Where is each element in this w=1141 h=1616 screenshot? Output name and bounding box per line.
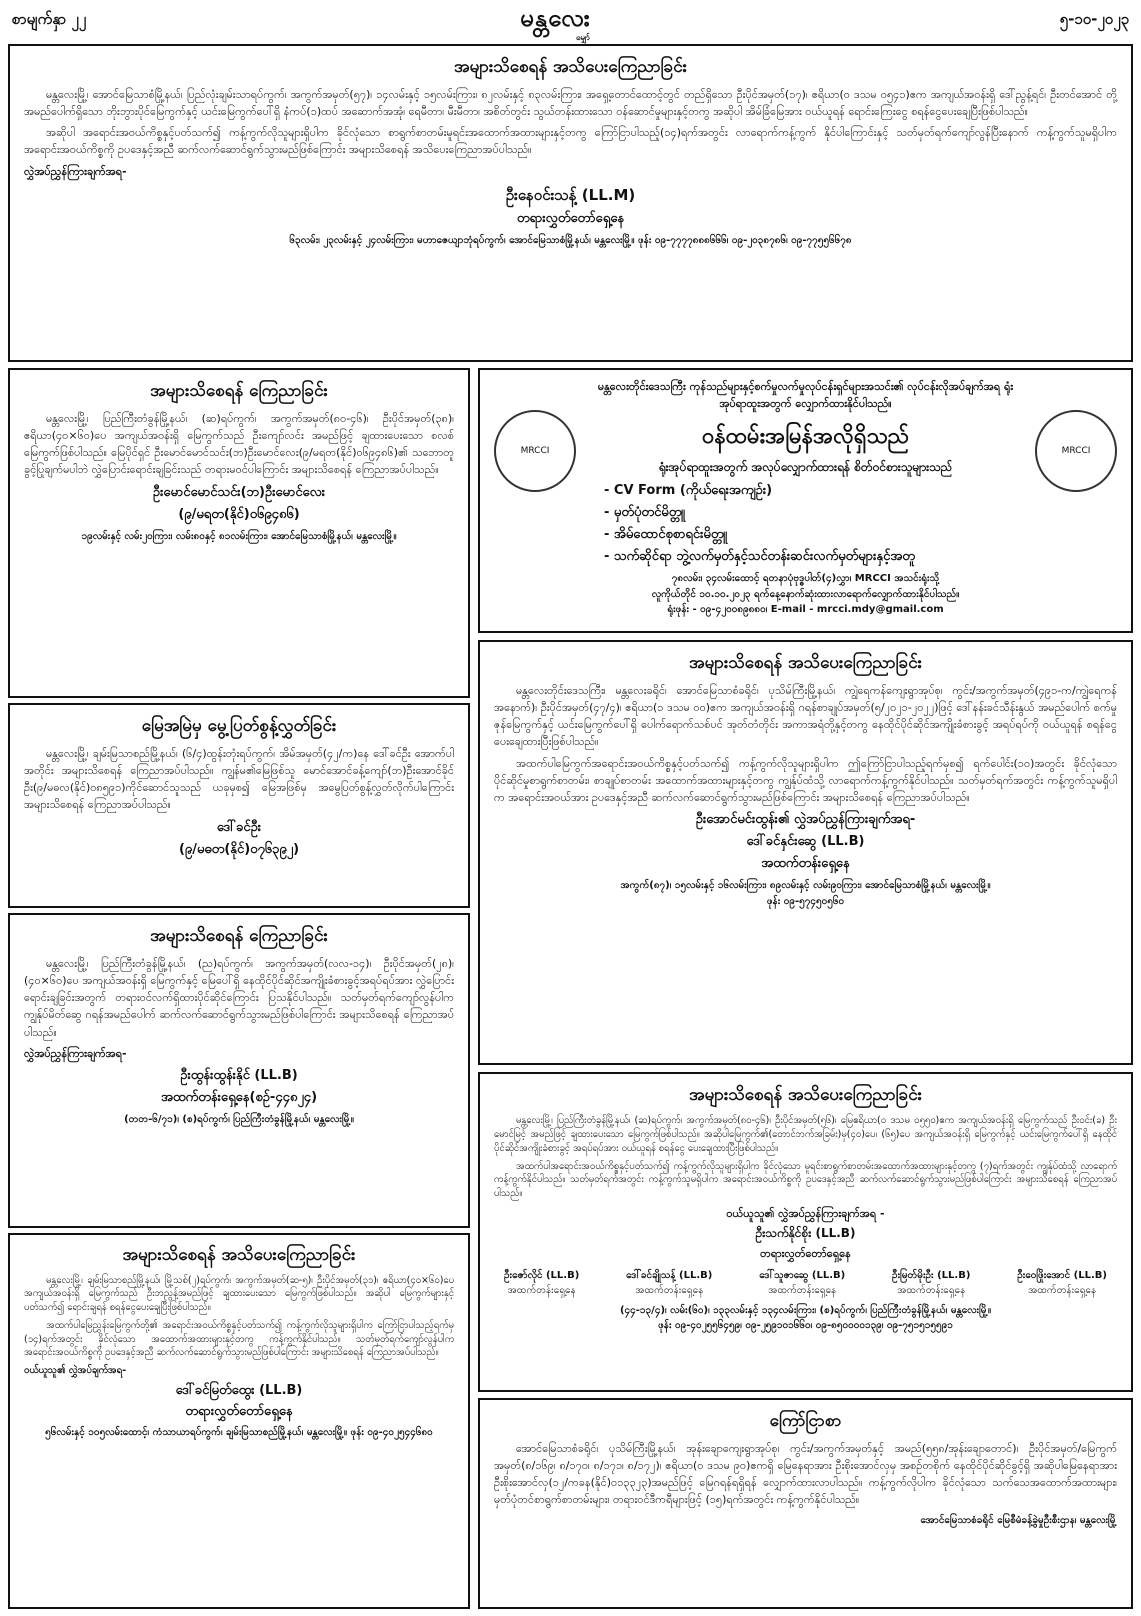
notice-body: မန္တလေးမြို့၊ အောင်မြေသာစံမြို့နယ်၊ ပြည်လုံးချမ်းသာရပ်ကွက်၊ အကွက်အမှတ်(၅၇)၊ ၁၄လမ်းနှင့် ၁၅လမ်းကြား၊ ၈၂လမ်းနှင့် ၈၃လမ်းကြား၊ အရှေ့တောင်ထောင့်တွင် တည်ရှိသော ဦးပိုင်အမှတ်(၁၇)၊ ဧရိယာ(၀ ဒသမ ၀၅၄၁)ဧက အကျယ်အဝန်းရှိ ဒေါ်ညွန့်ရင်၊ ဦးတင်အောင် တို့အမည်ပေါက်ရှိသော ဘိုးဘွားပိုင်မြေကွက်နှင့် ယင်းမြေကွက်ပေါ်ရှိ နံကပ်(၁)ထပ် အဆောက်အအုံ၊ ရေမီတာ၊ မီးမီတာ၊ အစိတ်တွင်း သွယ်တန်းထားသော ဝန်ဆောင်မှုများနှင့်တကွ အဆိုပါ အိမ်ခြံမြေအား ဝယ်ယူရန် ရောင်းကြေးငွေ စရန်ငွေပေးချေပြီးဖြစ်ပါသည်။ (24, 88, 1117, 119)
notice-public-7 (478, 1072, 1133, 1392)
lawyer-role: အထက်တန်းရှေ့နေ(စဉ်-၄၄၈၂၄) (160, 1089, 318, 1105)
notice-body: မန္တလေးမြို့၊ ပြည်ကြီးတံခွန်မြို့နယ်၊ (ဆ)ရပ်ကွက်၊ အကွက်အမှတ်(၈၀-၄၆)၊ ဦးပိုင်အမှတ်(၃၈)၊ ဧရိယာ(၄၀×၆၀)ပေ အကျယ်အဝန်းရှိ မြေကွက်သည် ဦးကျော်လင်း အမည်ဖြင့် ချထားပေးသော စလစ်မြေကွက်ဖြစ်ပါသည်။ မြေပိုင်ရှင် ဦးမောင်မောင်သင်း(ဘ)ဦးမောင်လေး(၉/မရတ(နိုင်)၀၆၉၄၈၆)၏ သဘောတူခွင့်ပြုချက်မပါဘဲ လွှဲပြောင်းရောင်းချခြင်းသည် တရားမဝင်ပါကြောင်း အများသိစေရန် ကြေညာအပ်ပါသည်။ (24, 412, 454, 477)
notice-body: မန္တလေးမြို့၊ ချမ်းမြသာစည်မြို့နယ်၊ (၆/၄)ထွန်းတုံးရပ်ကွက်၊ အိမ်အမှတ်(၄၂/က)နေ ဒေါ်ခင်ဦး အောက်ပါအတိုင်း အများသိစေရန် ကြေညာအပ်ပါသည်။ ကျွန်မ၏မြေဖြစ်သူ မောင်အောင်ခန့်ကျော်(ဘ)ဦးအောင်ခိုင်ဦး(၉/မဓလ(နိုင်)၀၈၅၉၁)ကိုင်ဆောင်သူသည် ယခုမှစ၍ မြေအဖြစ်မှ အမွေပြတ်စွန့်လွှတ်လိုက်ပါကြောင်း အများသိစေရန် ကြေညာအပ်ပါသည်။ (24, 747, 454, 812)
person-nrc: (၉/မဓတ(နိုင်)၀၇၆၃၉၂) (178, 841, 300, 857)
issuer: အောင်မြေသာစံခရိုင် မြေစီမံခန့်ခွဲမှုဦးစီးဌာန၊ မန္တလေးမြို့ (920, 1514, 1117, 1526)
vacancy-subtitle: ရုံးအုပ်ရာထူးအတွက် အလုပ်လျှောက်ထားရန် စိတ်ဝင်စားသူများသည် (658, 460, 953, 475)
lawyer-phone: ဖုန်း ၀၉-၅၇၄၅၀၅၆၀ (766, 895, 845, 907)
associate-lawyer: ဦးဝေဖြိုးအောင် (LL.B) အထက်တန်းရှေ့နေ (1017, 1269, 1107, 1297)
notice-title: အများသိစေရန် အသိပေးကြေညာခြင်း (689, 653, 922, 673)
person-name: ဦးမောင်မောင်သင်း(ဘ)ဦးမောင်လေး (152, 484, 326, 500)
notice-body: အထက်ပါအရောင်းအဝယ်ကိစ္စနှင့်ပတ်သက်၍ ကန့်ကွက်လိုသူများရှိပါက ခိုင်လုံသော မူရင်းစာရွက်စာတမ်းအထောက်အထားများနှင့်တကွ (၇)ရက်အတွင်း ကျွန်ုပ်ထံသို့ လာရောက်ကန့်ကွက်နိုင်ပါသည်။ သတ်မှတ်ရက်အတွင်း ကန့်ကွက်သူမရှိပါက အရောင်းအဝယ်ကိစ္စကို ဥပဒေနှင့်အညီ ဆက်လက်ဆောင်ရွက်သွားမည်ဖြစ်ပါကြောင်း အများသိစေရန် ကြေညာအပ်ပါသည်။ (494, 1160, 1117, 1200)
notice-public-2 (8, 368, 470, 698)
instruction-label: ဦးအောင်မင်းထွန်း၏ လွှဲအပ်ညွှန်ကြားချက်အရ- (695, 811, 916, 827)
vacancy-title: ဝန်ထမ်းအမြန်အလိုရှိသည် (701, 424, 909, 450)
instruction-label: ဝယ်ယူသူ၏ လွှဲအပ်ညွှန်ကြားချက်အရ - (726, 1206, 885, 1220)
notice-body: အထက်ပါမြေညွှန်းမြေကွက်တို့၏ အရောင်းအဝယ်ကိစ္စနှင့်ပတ်သက်၍ ကန့်ကွက်လိုသူများရှိပါက ကြော်ငြာပါသည့်ရက်မှ (၁၄)ရက်အတွင်း ခိုင်လုံသော အထောက်အထားများနှင့်တကွ ကန့်ကွက်နိုင်ပါသည်။ သတ်မှတ်ရက်ကျော်လွန်ပါက အရောင်းအဝယ်ကိစ္စကို ဥပဒေနှင့်အညီ ဆက်လက်ဆောင်ရွက်သွားမည်ဖြစ်ပါကြောင်း အများသိစေရန် ကြေညာအပ်ပါသည်။ (24, 1319, 454, 1359)
contact-info: ရုံးဖုန်း - ၀၉-၄၂၀၀၈၉၈၈၀၊ E-mail - mrcci.mdy@gmail.com (667, 604, 944, 616)
notice-public-6 (478, 640, 1133, 1065)
lawyer-phone: ဖုန်း ၀၉-၄၀၂၅၅၆၄၅၉၊ ၀၉-၂၅၉၁၀၁၆၆၀၊ ၀၉-၈၅၀၀၀၀၁၃၉၊ ၀၉-၇၅၁၅၁၅၅၉၁ (658, 1320, 953, 1332)
associate-lawyers (504, 1268, 1107, 1299)
lawyer-name: ဦးသက်နိုင်စိုး (LL.B) (755, 1225, 856, 1240)
logo-subtext: မျှော် (575, 32, 591, 42)
lawyer-address: ၆၃လမ်း၊ ၂၃လမ်းနှင့် ၂၄လမ်းကြား၊ မဟာဇေယျာဘုံရပ်ကွက်၊ အောင်မြေသာစံမြို့နယ်၊ မန္တလေးမြို့။ ဖုန်း ၀၉-၇၇၇၇၈၈၈၆၆၆၊ ၀၉-၂၀၃၈၇၈၆၊ ၀၉-၇၇၅၅၆၆၇၈ (289, 234, 852, 246)
notice-title: အများသိစေရန် အသိပေးကြေညာခြင်း (122, 1245, 356, 1265)
apply-address: ၇၈လမ်း၊ ၃၄လမ်းထောင့် ရတနာပုံဗုဒ္ဓပါတ်(၄)လွှာ၊ MRCCI အသင်းရုံးသို့ (671, 573, 940, 585)
person-name: ဒေါ်ခင်ဦး (216, 819, 262, 835)
lawyer-role: တရားလွှတ်တော်ရှေ့နေ (516, 210, 625, 226)
required-documents (604, 481, 1117, 568)
lawyer-address: (တတ-၆/၇၁)၊ (စ)ရပ်ကွက်၊ ပြည်ကြီးတံခွန်မြို့နယ်၊ မန္တလေးမြို့။ (124, 1113, 354, 1125)
notice-body: အဆိုပါ အရောင်းအဝယ်ကိစ္စနှင့်ပတ်သက်၍ ကန့်ကွက်လိုသူများရှိပါက ခိုင်လုံသော စာရွက်စာတမ်းမူရင်းအထောက်အထားများနှင့်တကွ ကြော်ငြာပါသည့်(၁၄)ရက်အတွင်း လာရောက်ကန့်ကွက် နိုင်ပါကြောင်းနှင့် သတ်မှတ်ရက်ကျော်လွန်ပြီးနောက် ကန့်ကွက်သူမရှိပါက အရောင်းအဝယ်ကိစ္စကို ဥပဒေနှင့်အညီ ဆက်လက်ဆောင်ရွက်သွားမည်ဖြစ်ကြောင်း အများသိစေရန် အသိပေးကြေညာအပ်ပါသည်။ (24, 126, 1117, 157)
notice-body: မန္တလေးမြို့၊ ပြည်ကြီးတံခွန်မြို့နယ်၊ (ည)ရပ်ကွက်၊ အကွက်အမှတ်(လလ-၁၄)၊ ဦးပိုင်အမှတ်(၂၈)၊ (၄၀×၆၀)ပေ အကျယ်အဝန်းရှိ မြေကွက်နှင့် မြေပေါ်ရှိ နေထိုင်ပိုင်ဆိုင်အကျိုးခံစားခွင့်အရပ်ရပ်အား လွှဲပြောင်းရောင်းချခြင်းအတွက် တရားဝင်လက်ရှိထားပိုင်ဆိုင်ကြောင်း ပြသနိုင်ပါသည်။ သတ်မှတ်ရက်ကျော်လွန်ပါက ကျွန်ုပ်မိတ်ဆွေ ဂရန်အမည်ပေါက် ဆက်လက်ဆောင်ရွက်သွားမည်ဖြစ်ပါကြောင်း အများသိစေရန် ကြေညာအပ်ပါသည်။ (24, 957, 454, 1039)
notice-title: အများသိစေရန် အသိပေးကြေညာခြင်း (454, 57, 687, 77)
lawyer-role: တရားလွှတ်တော်ရှေ့နေ (185, 1403, 293, 1419)
associate-lawyer: ဦးမြတ်မိုးဦး (LL.B) အထက်တန်းရှေ့နေ (892, 1269, 971, 1297)
document-item: - သက်ဆိုင်ရာ ဘွဲ့လက်မှတ်နှင့်သင်တန်းဆင်းလက်မှတ်များနှင့်အတူ (604, 547, 1117, 567)
instruction-label: လွှဲအပ်ညွှန်ကြားချက်အရ- (24, 164, 127, 178)
notice-body: အောင်မြေသာစံခရိုင်၊ ပုသိမ်ကြီးမြို့နယ်၊ အုန်းချောကျေးရွာအုပ်စု၊ ကွင်း/အကွက်အမှတ်နှင့် အမည်(၅၅၈/အုန်းချောတောင်)၊ ဦးပိုင်အမှတ်/မြေကွက်အမှတ်(၈/၁၆၉၊ ၈/၁၇၀၊ ၈/၁၇၁၊ ၈/၁၇၂)၊ ဧရိယာ(၀ ဒသမ ၉၀)ဧကရှိ မြေနေရာအား ဦးစိုးအောင်လှမှ အစဉ်တစိုက် နေထိုင်ပိုင်ဆိုင်ခွင့်ရှိ အဆိုပါမြေနေရာအား ဦးစိုးအောင်လှ(၁၂/ကခန(နိုင်)၀၁၃၃၂၃)အမည်ဖြင့် မြေဂရန်ရရှိရန် လျှောက်ထားလာပါသည်။ ကန့်ကွက်လိုပါက ခိုင်လုံသော သက်သေအထောက်အထားများ၊ မှတ်ပုံတင်စာရွက်စာတမ်းများ၊ တရားဝင်ဒီကရီများဖြင့် (၁၅)ရက်အတွင်း ကန့်ကွက်နိုင်ပါသည်။ (494, 1442, 1117, 1507)
notice-body: မန္တလေးမြို့၊ ပြည်ကြီးတံခွန်မြို့နယ်၊ (ဆ)ရပ်ကွက်၊ အကွက်အမှတ်(၈၀-၄၆)၊ ဦးပိုင်အမှတ်(၅၆)၊ မြေဧရိယာ(၀ ဒသမ ၀၅၅၀)ဧက အကျယ်အဝန်းရှိ မြေကွက်သည် ဦးဝင်း(ခ) ဦးမောင်မြင့် အမည်ဖြင့် ချထားပေးသော မြေကွက်ဖြစ်ပါသည်။ အဆိုပါမြေကွက်၏(တောင်ဘက်အခြမ်း)မှ(၄၀)ပေ၊ (၆၅)ပေ အကျယ်အဝန်းရှိ မြေကွက်နှင့် ယင်းမြေကွက်ပေါ်ရှိ နေထိုင်ပိုင်ဆိုင်အကျိုးခံစားခွင့် အရပ်ရပ်အား ဝယ်ယူရန် စရန်ငွေ ပေးချေထားပြီးဖြစ်ပါသည်။ (494, 1115, 1117, 1154)
associate-lawyer: ဒေါ်ခင်ချိုသန့် (LL.B) အထက်တန်းရှေ့နေ (626, 1269, 713, 1297)
apply-deadline: လူကိုယ်တိုင် ၁၀.၁၀.၂၀၂၃ ရက်နေ့နောက်ဆုံးထားလာရောက်လျှောက်ထားနိုင်ပါသည်။ (651, 588, 960, 600)
org-header: မန္တလေးတိုင်းဒေသကြီး ကုန်သည်များနှင့်စက်မှုလက်မှုလုပ်ငန်းရှင်များအသင်း၏ လုပ်ငန်းလိုအပ်ချက်အရ ရုံးအုပ်ရာထူးအတွက် လျှောက်ထားနိုင်ပါသည်။ (597, 380, 1014, 411)
job-vacancy-ad (478, 368, 1133, 633)
document-item: - CV Form (ကိုယ်ရေးအကျဉ်း) (604, 481, 1117, 501)
lawyer-name: ဦးနေဝင်းသန့် (LL.M) (505, 185, 636, 204)
lawyer-address: (၄၄-၁၃/၄)၊ လမ်း(၆၀)၊ ၁၃၃လမ်းနှင့် ၁၃၄လမ်းကြား၊ (စ)ရပ်ကွက်၊ ပြည်ကြီးတံခွန်မြို့နယ်၊ မန္တလေးမြို့။ (619, 1304, 992, 1316)
page-header (0, 0, 1141, 42)
page-number: စာမျက်နှာ ၂၂ (12, 10, 87, 28)
document-item: - မှတ်ပုံတင်မိတ္တူ (604, 503, 1117, 523)
lawyer-name: ဒေါ်ခင်နှင်းဆွေ (LL.B) (746, 833, 865, 849)
notice-advertisement (478, 1398, 1133, 1609)
newspaper-logo (520, 2, 591, 44)
lawyer-name: ဒေါ်ခင်မြတ်ထွေး (LL.B) (175, 1383, 303, 1398)
notice-title: ကြော်ငြာစာ (769, 1411, 842, 1431)
person-address: ၁၉လမ်းနှင့် လမ်း၂၀ကြား၊ လမ်း၈၀နှင့် ၈၁လမ်းကြား၊ အောင်မြေသာစံမြို့နယ်၊ မန္တလေးမြို့။ (81, 530, 397, 542)
instruction-label: လွှဲအပ်ညွှန်ကြားချက်အရ- (24, 1046, 127, 1060)
document-item: - အိမ်ထောင်စုစာရင်းမိတ္တူ (604, 525, 1117, 545)
lawyer-address: အကွက်(၈၇)၊ ၁၅လမ်းနှင့် ၁၆လမ်းကြား၊ ၈၉လမ်းနှင့် လမ်း၉၀ကြား၊ အောင်မြေသာစံမြို့နယ်၊ မန္တလေးမြို့။ (620, 880, 991, 892)
instruction-label: ဝယ်ယူသူ၏ လွှဲအပ်ချက်အရ- (24, 1365, 127, 1377)
notice-public-4 (8, 913, 470, 1228)
notice-body: မန္တလေးမြို့၊ ချမ်းမြသာစည်မြို့နယ်၊ မြို့သစ်(၂)ရပ်ကွက်၊ အကွက်အမှတ်(ဆ-၅)၊ ဦးပိုင်အမှတ်(၃၁)၊ ဧရိယာ(၄၀×၆၀)ပေ အကျယ်အဝန်းရှိ မြေကွက်သည် ဦးဘညွန့်အမည်ဖြင့် ချထားပေးသော မြေကွက်ဖြစ်ပါသည်။ အဆိုပါ မြေကွက်များနှင့်ပတ်သက်၍ ရောင်းချရန် စရန်ငွေပေးချေပြီးဖြစ်ပါသည်။ (24, 1274, 454, 1314)
org-emblem-right: MRCCI (1035, 410, 1117, 492)
notice-public-5 (8, 1233, 470, 1609)
notice-title: အများသိစေရန် အသိပေးကြေညာခြင်း (689, 1085, 922, 1105)
notice-title: မြေအမြဲမှ မွေ့ပြတ်စွန့်လွှတ်ခြင်း (141, 716, 337, 736)
notice-title: အများသိစေရန် ကြေညာခြင်း (150, 926, 328, 946)
logo-text: မန္တလေး (520, 3, 591, 32)
notice-public-1 (8, 44, 1133, 362)
lawyer-role: တရားလွှတ်တော်ရှေ့နေ (760, 1246, 851, 1260)
issue-date: ၅-၁၀-၂၀၂၃ (1059, 10, 1129, 28)
notice-title: အများသိစေရန် ကြေညာခြင်း (150, 381, 328, 401)
lawyer-role: အထက်တန်းရှေ့နေ (761, 855, 850, 871)
notice-body: အထက်ပါမြေကွက်အရောင်းအဝယ်ကိစ္စနှင့်ပတ်သက်၍ ကန့်ကွက်လိုသူများရှိပါက ဤကြော်ငြာပါသည့်ရက်မှစ၍ ရက်ပေါင်း(၁၀)အတွင်း ခိုင်လုံသော ပိုင်ဆိုင်မှုစာရွက်စာတမ်း၊ စာချုပ်စာတမ်း အထောက်အထားများနှင့်တကွ ကျွန်ုပ်ထံသို့ လာရောက်ကန့်ကွက်နိုင်ပါသည်။ သတ်မှတ်ရက်အတွင်း ကန့်ကွက်သူမရှိပါက အရောင်းအဝယ်အား ဥပဒေနှင့်အညီ ဆက်လက်ဆောင်ရွက်သွားမည်ဖြစ်ကြောင်း အများသိစေရန် ကြေညာအပ်ပါသည်။ (494, 756, 1117, 804)
lawyer-address: ၅၆လမ်းနှင့် ၁၀၅လမ်းထောင့်၊ ကံသာယာရပ်ကွက်၊ ချမ်းမြသာစည်မြို့နယ်၊ မန္တလေးမြို့။ ဖုန်း ၀၉-၄၀၂၅၄၄၆၈၀ (45, 1426, 433, 1438)
org-emblem-left: MRCCI (494, 410, 576, 492)
person-nrc: (၉/မရတ(နိုင်)၀၆၉၄၈၆) (178, 506, 300, 522)
notice-body: မန္တလေးတိုင်းဒေသကြီး၊ မန္တလေးခရိုင်၊ အောင်မြေသာစံခရိုင်၊ ပုသိမ်ကြီးမြို့နယ်၊ ကျွဲရေကန်ကျေးရွာအုပ်စု၊ ကွင်း/အကွက်အမှတ်(၄၉၁-က/ကျွဲရေကန် အနောက်)၊ ဦးပိုင်အမှတ်(၄၇/၄)၊ ဧရိယာ(၁ ဒသမ ၀၀)ဧက အကျယ်အဝန်းရှိ ဂရန်စာချုပ်အမှတ်(၅/၂၀၂၁-၂၀၂၂)ဖြင့် ဒေါ်နန်းခင်သီန်းနွယ် အမည်ပေါက် စက်မှုဇုန်မြေကွက်နှင့် ယင်းမြေကွက်ပေါ်ရှိ ပေါက်ရောက်သစ်ပင် အုတ်တံတိုင်း အကာအရံတို့နှင့်တကွ နေထိုင်ပိုင်ဆိုင်အကျိုးခံစားခွင့် အရပ်ရပ်ကို ဝယ်ယူရန် စရန်ငွေ ပေးချေထားပြီးဖြစ်ပါသည်။ (494, 684, 1117, 749)
associate-lawyer: ဒေါ်သူဇာဆွေ (LL.B) အထက်တန်းရှေ့နေ (759, 1269, 846, 1297)
notice-disinherit (8, 703, 470, 908)
lawyer-name: ဦးထွန်းထွန်းနိုင် (LL.B) (180, 1067, 298, 1083)
associate-lawyer: ဦးဇော်လိုင် (LL.B) အထက်တန်းရှေ့နေ (504, 1269, 580, 1297)
